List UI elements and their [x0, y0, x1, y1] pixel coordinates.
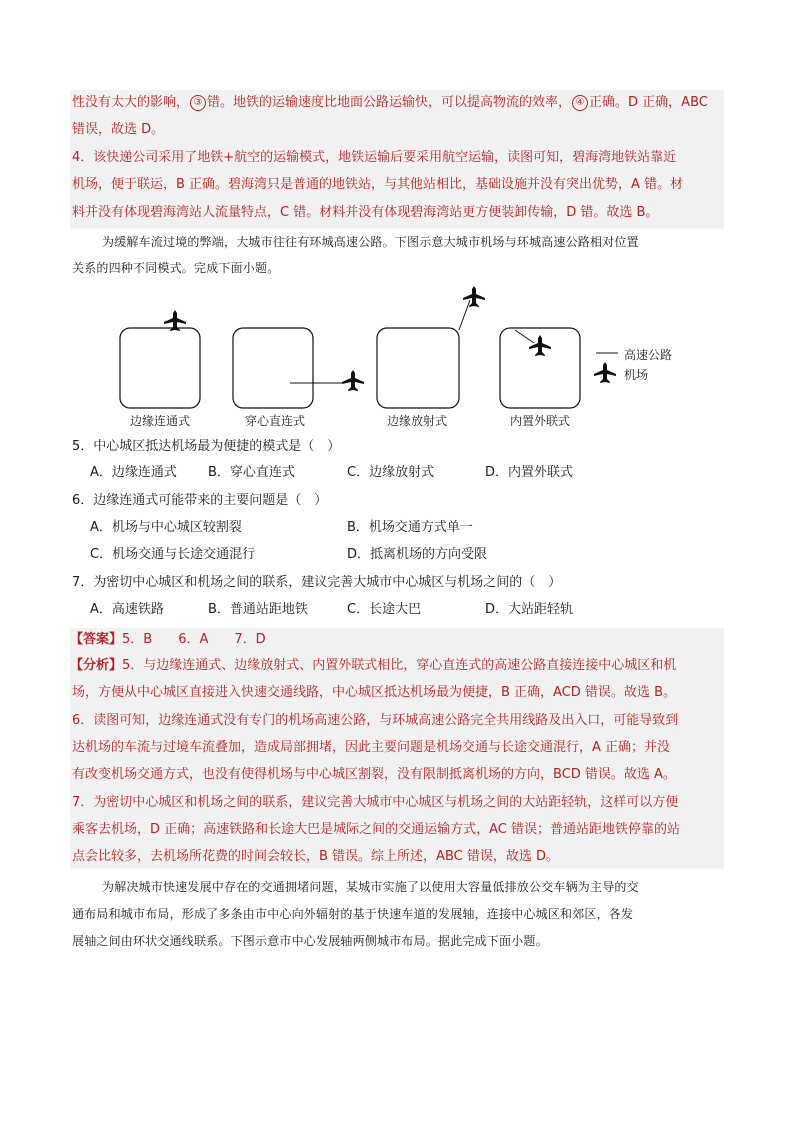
ring-highway-1 [120, 328, 200, 408]
legend-highway-label: 高速公路 [624, 348, 673, 362]
intro-text: 展轴之间由环状交通线联系。下图示意市中心发展轴两侧城市布局。据此完成下面小题。 [72, 934, 548, 948]
option: D．大站距轻轨 [485, 602, 574, 617]
option: A．机场与中心城区较割裂 [90, 520, 242, 535]
answer-line: 【答案】5．B 6．A 7．D [70, 632, 266, 647]
ring-highway-3 [377, 328, 459, 408]
answer-line: 性没有太大的影响， ③ 错。地铁的运输速度比地面公路运输快，可以提高物流的效率， ④ 正确。D 正确，ABC [72, 95, 708, 110]
airport-icon [463, 286, 485, 307]
question-7: 7．为密切中心城区和机场之间的联系，建议完善大城市中心城区与机场之间的（ ） [72, 575, 562, 590]
option: A．高速铁路 [90, 602, 164, 617]
analysis-line: 场，方便从中心城区直接进入快速交通线路，中心城区抵达机场最为便捷，B 正确，ACD 错误。故选 B。 [72, 685, 676, 700]
legend-airport-label: 机场 [624, 368, 649, 382]
analysis-line: 乘客去机场，D 正确；高速铁路和长途大巴是城际之间的交通运输方式，AC 错误；普通站距地铁停靠的站 [72, 822, 681, 837]
option: A．边缘连通式 [90, 465, 177, 480]
question-5: 5．中心城区抵达机场最为便捷的模式是（ ） [72, 439, 341, 454]
airport-highway-figure [90, 280, 710, 430]
analysis-line: 【分析】5．与边缘连通式、边缘放射式、内置外联式相比，穿心直连式的高速公路直接连接中心城区和机 [70, 658, 677, 673]
airport-icon [342, 370, 364, 391]
option: C．边缘放射式 [347, 465, 435, 480]
answer-line: 错误，故选 D。 [72, 122, 165, 137]
intro-text: 为缓解车流过境的弊端，大城市往往有环城高速公路。下图示意大城市机场与环城高速公路相对位置 [102, 235, 639, 249]
analysis-line: 6．读图可知，边缘连通式没有专门的机场高速公路，与环城高速公路完全共用线路及出入口，可能导致到 [72, 713, 679, 728]
highway-line [515, 330, 534, 343]
answer-line: 4．该快递公司采用了地铁+航空的运输模式，地铁运输后要采用航空运输，读图可知，碧海湾地铁站靠近 [72, 150, 677, 165]
highway-line [459, 300, 470, 330]
analysis-line: 达机场的车流与过境车流叠加，造成局部拥堵，因此主要问题是机场交通与长途交通混行，A 正确；并没 [72, 740, 671, 755]
option: C．机场交通与长途交通混行 [90, 547, 256, 562]
airport-icon [529, 335, 551, 356]
analysis-line: 7．为密切中心城区和机场之间的联系，建议完善大城市中心城区与机场之间的大站距轻轨，这样可以方便 [72, 795, 679, 810]
option: B．机场交通方式单一 [347, 520, 473, 535]
figure-caption: 边缘连通式 [130, 414, 191, 428]
figure-svg [90, 280, 710, 430]
legend-airport-icon [594, 362, 616, 383]
analysis-line: 有改变机场交通方式，也没有使得机场与中心城区割裂，没有限制抵离机场的方向，BCD 错误。故选 A。 [72, 767, 676, 782]
answer-line: 料并没有体现碧海湾站人流量特点，C 错。材料并没有体现碧海湾站更方便装卸传输，D 错。故选 B。 [72, 205, 659, 220]
option: B．穿心直连式 [208, 465, 295, 480]
question-6: 6．边缘连通式可能带来的主要问题是（ ） [72, 493, 328, 508]
figure-caption: 穿心直连式 [245, 414, 306, 428]
ring-highway-2 [233, 328, 313, 408]
intro-text: 关系的四种不同模式。完成下面小题。 [72, 261, 280, 275]
figure-caption: 边缘放射式 [387, 414, 448, 428]
option: D．抵离机场的方向受限 [347, 547, 488, 562]
analysis-line: 点会比较多，去机场所花费的时间会较长，B 错误。综上所述，ABC 错误，故选 D。 [72, 849, 559, 864]
answer-line: 机场，便于联运，B 正确。碧海湾只是普通的地铁站，与其他站相比，基础设施并没有突出优势，A 错。材 [72, 177, 684, 192]
option: B．普通站距地铁 [208, 602, 308, 617]
figure-caption: 内置外联式 [510, 414, 571, 428]
option: C．长途大巴 [347, 602, 422, 617]
intro-text: 为解决城市快速发展中存在的交通拥堵问题，某城市实施了以使用大容量低排放公交车辆为主导的交 [102, 880, 639, 894]
option: D．内置外联式 [485, 465, 574, 480]
intro-text: 通布局和城市布局，形成了多条由市中心向外辐射的基于快速车道的发展轴，连接中心城区和郊区，各发 [72, 907, 634, 921]
